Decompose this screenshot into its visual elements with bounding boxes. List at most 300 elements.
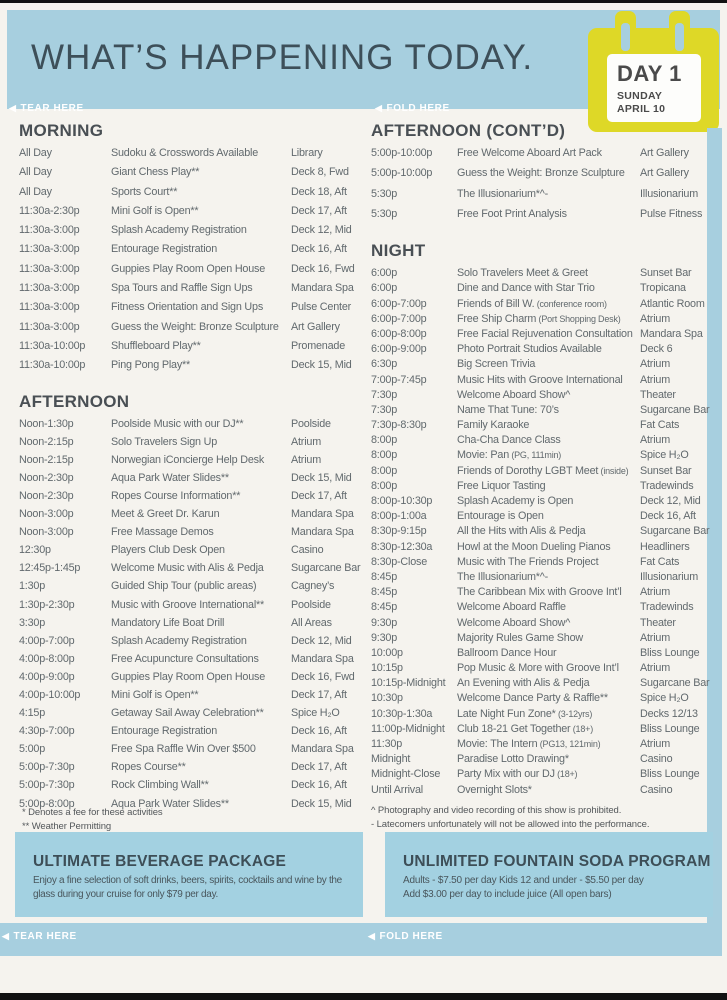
schedule-row <box>371 692 721 707</box>
event-time: Noon-2:30p <box>19 471 74 484</box>
calendar-ring-slot <box>621 23 630 51</box>
event-location: Tradewinds <box>640 601 694 614</box>
schedule-row <box>19 689 365 707</box>
event-name: Music with The Friends Project <box>457 555 599 568</box>
event-name: Welcome Aboard Show^ <box>457 388 571 401</box>
event-location: Deck 17, Aft <box>291 761 347 774</box>
event-name: Free Spa Raffle Win Over $500 <box>111 743 256 756</box>
event-location: Deck 8, Fwd <box>291 166 349 179</box>
event-time: 7:30p <box>371 403 398 416</box>
event-name: Free Liquor Tasting <box>457 479 546 492</box>
event-location: Casino <box>640 753 673 766</box>
event-location: Sugarcane Bar <box>291 562 361 575</box>
day-weekday: SUNDAY <box>617 90 663 102</box>
page-title: WHAT’S HAPPENING TODAY. <box>31 38 534 77</box>
event-time: 7:30p-8:30p <box>371 419 427 432</box>
event-time: 4:15p <box>19 707 46 720</box>
calendar-card <box>607 54 701 122</box>
event-location: Atrium <box>640 662 670 675</box>
event-time: 8:00p <box>371 434 398 447</box>
event-name: Dine and Dance with Star Trio <box>457 282 595 295</box>
schedule-column-left <box>19 121 365 829</box>
soda-program-promo <box>385 832 713 917</box>
event-location: Casino <box>640 783 673 796</box>
schedule-row <box>371 541 721 556</box>
schedule-row <box>371 753 721 768</box>
schedule-row <box>371 358 721 373</box>
event-location: Atrium <box>640 312 670 325</box>
event-time: 8:30p-Close <box>371 555 428 568</box>
event-name: Guppies Play Room Open House <box>111 262 266 275</box>
schedule-row <box>371 601 721 616</box>
event-time: 10:15p <box>371 662 403 675</box>
event-time: 1:30p-2:30p <box>19 598 75 611</box>
event-location: Mandara Spa <box>291 526 354 539</box>
fold-here-label-top: ◀ FOLD HERE <box>375 103 450 114</box>
left-arrow-icon: ◀ <box>375 103 383 113</box>
event-time: 7:30p <box>371 388 398 401</box>
event-location: Atrium <box>640 373 670 386</box>
event-location: Deck 17, Aft <box>291 204 347 217</box>
event-time: 6:00p-7:00p <box>371 297 427 310</box>
schedule-row <box>371 784 721 799</box>
event-location: Mandara Spa <box>291 282 354 295</box>
event-time: 6:00p-8:00p <box>371 327 427 340</box>
event-name: Mandatory Life Boat Drill <box>111 616 225 629</box>
event-name: Splash Academy Registration <box>111 634 247 647</box>
event-location: Promenade <box>291 339 346 352</box>
event-time: 3:30p <box>19 616 46 629</box>
event-location: Deck 17, Aft <box>291 489 347 502</box>
event-time: 4:30p-7:00p <box>19 725 75 738</box>
schedule-row <box>19 707 365 725</box>
tear-here-label-top: ◀ TEAR HERE <box>9 103 84 114</box>
event-time: 8:00p <box>371 464 398 477</box>
schedule-row <box>371 449 721 464</box>
event-note: (18+) <box>554 769 578 780</box>
day-date: APRIL 10 <box>617 103 666 115</box>
event-time: 11:30a-10:00p <box>19 359 86 372</box>
event-time: 4:00p-7:00p <box>19 634 75 647</box>
event-name: Mini Golf is Open** <box>111 688 199 701</box>
event-name: Giant Chess Play** <box>111 166 200 179</box>
event-location: Casino <box>291 544 324 557</box>
event-name: Entourage Registration <box>111 725 218 738</box>
event-name: Guess the Weight: Bronze Sculpture <box>457 167 625 180</box>
schedule-row <box>19 635 365 653</box>
event-location: Sugarcane Bar <box>640 677 710 690</box>
footnote-photography: ^ Photography and video recording of this show is prohibited. <box>371 805 622 816</box>
schedule-row <box>371 708 721 723</box>
event-time: 8:45p <box>371 570 398 583</box>
event-location: Deck 12, Mid <box>291 224 352 237</box>
schedule-row <box>371 556 721 571</box>
event-note: (PG13, 121min) <box>537 739 601 749</box>
calendar-ring-slot <box>675 23 684 51</box>
event-time: 5:30p <box>371 207 398 220</box>
scan-edge-bottom <box>0 993 727 1000</box>
event-name: The Illusionarium*^- <box>457 187 549 200</box>
schedule-row <box>19 186 365 205</box>
event-location: Atrium <box>640 631 670 644</box>
event-time: 7:00p-7:45p <box>371 373 427 386</box>
event-time: 11:30a-3:00p <box>19 282 80 295</box>
event-time: 11:30a-10:00p <box>19 339 86 352</box>
event-name: Meet & Greet Dr. Karun <box>111 508 220 521</box>
event-time: 6:30p <box>371 358 398 371</box>
event-name: Guess the Weight: Bronze Sculpture <box>111 320 279 333</box>
event-name: Welcome Aboard Show^ <box>457 616 571 629</box>
event-name: Solo Travelers Sign Up <box>111 435 218 448</box>
event-time: 10:30p <box>371 692 403 705</box>
schedule-row <box>371 343 721 358</box>
event-note: (Port Shopping Desk) <box>536 313 621 324</box>
event-location: Deck 16, Fwd <box>291 670 355 683</box>
event-time: 12:45p-1:45p <box>19 562 81 575</box>
event-name: Splash Academy is Open <box>457 495 574 507</box>
event-name: Welcome Dance Party & Raffle** <box>457 692 608 705</box>
event-name: Spa Tours and Raffle Sign Ups <box>111 282 253 295</box>
event-note: (PG, 111min) <box>509 450 562 461</box>
promo-title: UNLIMITED FOUNTAIN SODA PROGRAM <box>403 853 711 870</box>
event-name: Ropes Course Information** <box>111 489 241 502</box>
event-name: Ballroom Dance Hour <box>457 646 557 659</box>
calendar-day-badge <box>588 11 719 132</box>
event-location: Library <box>291 147 323 159</box>
event-name: Pop Music & More with Groove Int’l <box>457 662 619 675</box>
event-location: Deck 15, Mid <box>291 359 352 372</box>
schedule-row <box>19 263 365 282</box>
footnote-fee: * Denotes a fee for these activities <box>22 807 163 818</box>
schedule-row <box>19 562 365 580</box>
event-name: The Illusionarium*^- <box>457 570 549 583</box>
event-location: Sunset Bar <box>640 464 692 477</box>
event-name: Shuffleboard Play** <box>111 339 201 352</box>
day-number: DAY 1 <box>617 61 682 86</box>
schedule-row <box>19 599 365 617</box>
event-name: Sports Court** <box>111 185 178 198</box>
schedule-row <box>371 677 721 692</box>
event-location: Atrium <box>640 586 670 599</box>
schedule-row <box>19 779 365 797</box>
event-location: Deck 15, Mid <box>291 471 352 484</box>
event-time: 9:30p <box>371 616 398 629</box>
event-location: Atlantic Room <box>640 297 705 310</box>
scan-edge-top <box>0 0 727 3</box>
event-name: Paradise Lotto Drawing* <box>457 753 569 766</box>
event-location: Fat Cats <box>640 419 680 432</box>
event-location: Spice H₂O <box>291 707 340 720</box>
event-name: Free Foot Print Analysis <box>457 207 567 220</box>
event-location: Poolside <box>291 598 331 611</box>
event-note: (inside) <box>598 465 629 476</box>
schedule-row <box>19 490 365 508</box>
event-location: Pulse Center <box>291 301 352 314</box>
event-name: Friends of Dorothy LGBT Meet (inside) <box>457 464 629 477</box>
schedule-row <box>19 671 365 689</box>
event-location: Decks 12/13 <box>640 707 698 720</box>
event-location: Fat Cats <box>640 555 680 568</box>
schedule-row <box>371 434 721 449</box>
schedule-row <box>19 617 365 635</box>
event-time: 1:30p <box>19 580 46 593</box>
schedule-row <box>19 743 365 761</box>
event-location: Mandara Spa <box>291 652 354 665</box>
event-location: Deck 16, Aft <box>291 779 347 792</box>
event-name: Ropes Course** <box>111 761 186 774</box>
promo-title: ULTIMATE BEVERAGE PACKAGE <box>33 853 287 870</box>
event-name: Cha-Cha Dance Class <box>457 434 561 447</box>
event-name: Family Karaoke <box>457 419 530 432</box>
event-location: Atrium <box>291 435 321 448</box>
schedule-row <box>19 472 365 490</box>
schedule-row <box>19 454 365 472</box>
schedule-row <box>19 526 365 544</box>
event-time: 10:30p-1:30a <box>371 707 433 720</box>
event-name: Norwegian iConcierge Help Desk <box>111 453 265 466</box>
event-location: Deck 16, Fwd <box>291 262 355 275</box>
event-location: Deck 6 <box>640 343 673 356</box>
section-morning <box>19 121 365 379</box>
schedule-row <box>371 662 721 677</box>
event-time: 6:00p-9:00p <box>371 343 427 356</box>
event-location: Deck 12, Mid <box>640 495 701 507</box>
schedule-row <box>371 768 721 783</box>
schedule-row <box>371 586 721 601</box>
schedule-row <box>19 359 365 378</box>
event-name: Splash Academy Registration <box>111 224 247 237</box>
schedule-row <box>19 544 365 562</box>
event-name: Ping Pong Play** <box>111 359 191 372</box>
event-name: Free Welcome Aboard Art Pack <box>457 147 602 159</box>
event-location: Bliss Lounge <box>640 646 700 659</box>
schedule-row <box>371 298 721 313</box>
event-location: Spice H₂O <box>640 692 689 705</box>
footnotes-right <box>371 804 649 831</box>
schedule-row <box>371 313 721 328</box>
event-location: Bliss Lounge <box>640 768 700 781</box>
event-name: All the Hits with Alis & Pedja <box>457 525 586 538</box>
event-location: Tropicana <box>640 282 686 295</box>
event-time: 11:30a-3:00p <box>19 262 80 275</box>
event-time: 5:00p-8:00p <box>19 797 75 810</box>
event-name: Entourage is Open <box>457 510 544 523</box>
schedule-row <box>19 205 365 224</box>
event-name: Guided Ship Tour (public areas) <box>111 580 257 593</box>
event-name: An Evening with Alis & Pedja <box>457 677 590 690</box>
event-time: 11:30p <box>371 738 403 750</box>
event-location: Illusionarium <box>640 187 699 200</box>
event-time: Midnight-Close <box>371 768 441 781</box>
beverage-package-promo <box>15 832 363 917</box>
event-name: Overnight Slots* <box>457 783 532 796</box>
event-location: Atrium <box>640 434 670 447</box>
event-time: 8:45p <box>371 601 398 614</box>
schedule-row <box>19 282 365 301</box>
event-time: 11:30a-3:00p <box>19 224 80 237</box>
event-time: All Day <box>19 166 52 179</box>
event-note: (conference room) <box>534 298 607 309</box>
event-time: 5:00p-10:00p <box>371 167 433 180</box>
event-name: Majority Rules Game Show <box>457 631 584 644</box>
bottom-tear-strip <box>0 923 722 956</box>
event-name: Free Facial Rejuvenation Consultation <box>457 327 633 340</box>
schedule-row <box>371 404 721 419</box>
left-arrow-icon: ◀ <box>2 931 10 941</box>
event-name: Free Acupuncture Consultations <box>111 652 259 665</box>
event-name: Movie: The Intern (PG13, 121min) <box>457 738 601 750</box>
schedule-row <box>19 725 365 743</box>
schedule-row <box>371 571 721 586</box>
event-time: 5:00p-7:30p <box>19 761 75 774</box>
schedule-row <box>371 188 721 208</box>
event-name: Friends of Bill W. (conference room) <box>457 297 607 310</box>
event-time: Noon-3:00p <box>19 526 74 539</box>
event-name: Sudoku & Crosswords Available <box>111 147 259 159</box>
event-location: Atrium <box>291 453 321 466</box>
schedule-row <box>371 374 721 389</box>
schedule-row <box>371 510 721 525</box>
event-location: Bliss Lounge <box>640 722 700 735</box>
event-location: Atrium <box>640 358 670 371</box>
schedule-row <box>371 208 721 228</box>
event-location: Art Gallery <box>291 320 340 333</box>
section-afternoon <box>19 392 365 816</box>
event-name: Mini Golf is Open** <box>111 204 199 217</box>
event-time: Midnight <box>371 753 411 766</box>
event-time: 6:00p-7:00p <box>371 312 427 325</box>
event-time: 11:30a-3:00p <box>19 243 80 256</box>
schedule-row <box>19 653 365 671</box>
event-time: 6:00p <box>371 282 398 295</box>
event-name: Welcome Music with Alis & Pedja <box>111 562 264 575</box>
event-location: Illusionarium <box>640 570 699 583</box>
schedule-row <box>371 723 721 738</box>
event-name: Party Mix with our DJ (18+) <box>457 768 578 781</box>
section-title: NIGHT <box>371 241 426 261</box>
event-location: Theater <box>640 616 676 629</box>
schedule-row <box>371 267 721 282</box>
event-time: Noon-3:00p <box>19 508 74 521</box>
event-location: Pulse Fitness <box>640 207 703 220</box>
event-name: Movie: Pan (PG, 111min) <box>457 449 562 462</box>
event-name: Aqua Park Water Slides** <box>111 471 229 484</box>
event-name: Entourage Registration <box>111 243 218 256</box>
left-arrow-icon: ◀ <box>368 931 376 941</box>
schedule-row <box>371 647 721 662</box>
schedule-row <box>19 321 365 340</box>
event-time: Until Arrival <box>371 783 423 796</box>
schedule-row <box>371 167 721 187</box>
event-name: Solo Travelers Meet & Greet <box>457 267 588 280</box>
event-location: Spice H₂O <box>640 449 689 462</box>
event-time: 8:30p-12:30a <box>371 540 433 553</box>
event-location: Deck 16, Aft <box>291 243 347 256</box>
schedule-row <box>19 508 365 526</box>
left-arrow-icon: ◀ <box>9 103 17 113</box>
event-name: Aqua Park Water Slides** <box>111 797 229 810</box>
event-location: Deck 18, Aft <box>291 185 347 198</box>
event-time: 10:00p <box>371 646 403 659</box>
event-note: (18+) <box>570 723 594 734</box>
event-time: 5:00p-10:00p <box>371 147 433 159</box>
footnotes-left <box>22 806 163 833</box>
schedule-row <box>371 419 721 434</box>
event-location: Tradewinds <box>640 479 694 492</box>
event-location: Mandara Spa <box>291 508 354 521</box>
event-name: Howl at the Moon Dueling Pianos <box>457 540 611 553</box>
schedule-row <box>371 617 721 632</box>
event-time: 8:30p-9:15p <box>371 525 427 538</box>
schedule-row <box>19 301 365 320</box>
schedule-row <box>371 632 721 647</box>
event-time: Noon-1:30p <box>19 417 74 430</box>
schedule-row <box>371 465 721 480</box>
event-location: Sugarcane Bar <box>640 525 710 538</box>
event-name: Late Night Fun Zone* (3-12yrs) <box>457 707 593 720</box>
section-title: AFTERNOON (CONT’D) <box>371 121 566 140</box>
event-location: Theater <box>640 388 676 401</box>
event-time: 5:30p <box>371 187 398 200</box>
event-name: Name That Tune: 70’s <box>457 403 559 416</box>
schedule-row <box>371 495 721 510</box>
event-time: Noon-2:30p <box>19 489 74 502</box>
event-name: Rock Climbing Wall** <box>111 779 209 792</box>
event-time: 8:00p <box>371 449 398 462</box>
footnote-latecomers: - Latecomers unfortunately will not be allowed into the performance. <box>371 818 650 830</box>
event-location: Deck 16, Aft <box>640 510 696 523</box>
section-title: AFTERNOON <box>19 391 130 411</box>
event-name: Music Hits with Groove International <box>457 373 623 386</box>
schedule-row <box>371 282 721 297</box>
event-time: 4:00p-8:00p <box>19 652 75 665</box>
event-location: Sunset Bar <box>640 267 692 280</box>
schedule-row <box>19 147 365 166</box>
event-time: 6:00p <box>371 267 398 280</box>
event-location: Sugarcane Bar <box>640 403 710 416</box>
event-location: Atrium <box>640 738 670 750</box>
event-time: 4:00p-10:00p <box>19 688 81 701</box>
event-time: 11:00p-Midnight <box>371 722 445 735</box>
schedule-column-right <box>371 121 721 812</box>
section-afternoon-contd <box>371 121 721 228</box>
event-name: Club 18-21 Get Together (18+) <box>457 722 594 735</box>
event-name: Free Ship Charm (Port Shopping Desk) <box>457 312 621 325</box>
fold-here-label-bottom: ◀ FOLD HERE <box>368 931 443 942</box>
section-title: MORNING <box>19 121 104 140</box>
event-location: Cagney’s <box>291 580 335 593</box>
event-location: Headliners <box>640 540 690 553</box>
footnote-weather: ** Weather Permitting <box>22 820 112 832</box>
event-name: Welcome Aboard Raffle <box>457 601 566 614</box>
event-location: Deck 12, Mid <box>291 634 352 647</box>
event-time: 12:30p <box>19 544 51 557</box>
schedule-row <box>19 340 365 359</box>
event-time: 5:00p-7:30p <box>19 779 75 792</box>
event-location: Art Gallery <box>640 147 689 159</box>
schedule-row <box>371 389 721 404</box>
event-time: 8:00p-10:30p <box>371 495 433 507</box>
event-name: Poolside Music with our DJ** <box>111 417 244 430</box>
event-time: Noon-2:15p <box>19 435 74 448</box>
event-location: Mandara Spa <box>291 743 354 756</box>
event-time: 9:30p <box>371 631 398 644</box>
promo-juice-line: Add $3.00 per day to include juice (All open bars) <box>403 888 612 900</box>
event-name: Fitness Orientation and Sign Ups <box>111 301 264 314</box>
promo-pricing-line: Adults - $7.50 per day Kids 12 and under - $5.50 per day <box>403 875 644 886</box>
event-location: Poolside <box>291 417 331 430</box>
event-location: All Areas <box>291 616 332 629</box>
